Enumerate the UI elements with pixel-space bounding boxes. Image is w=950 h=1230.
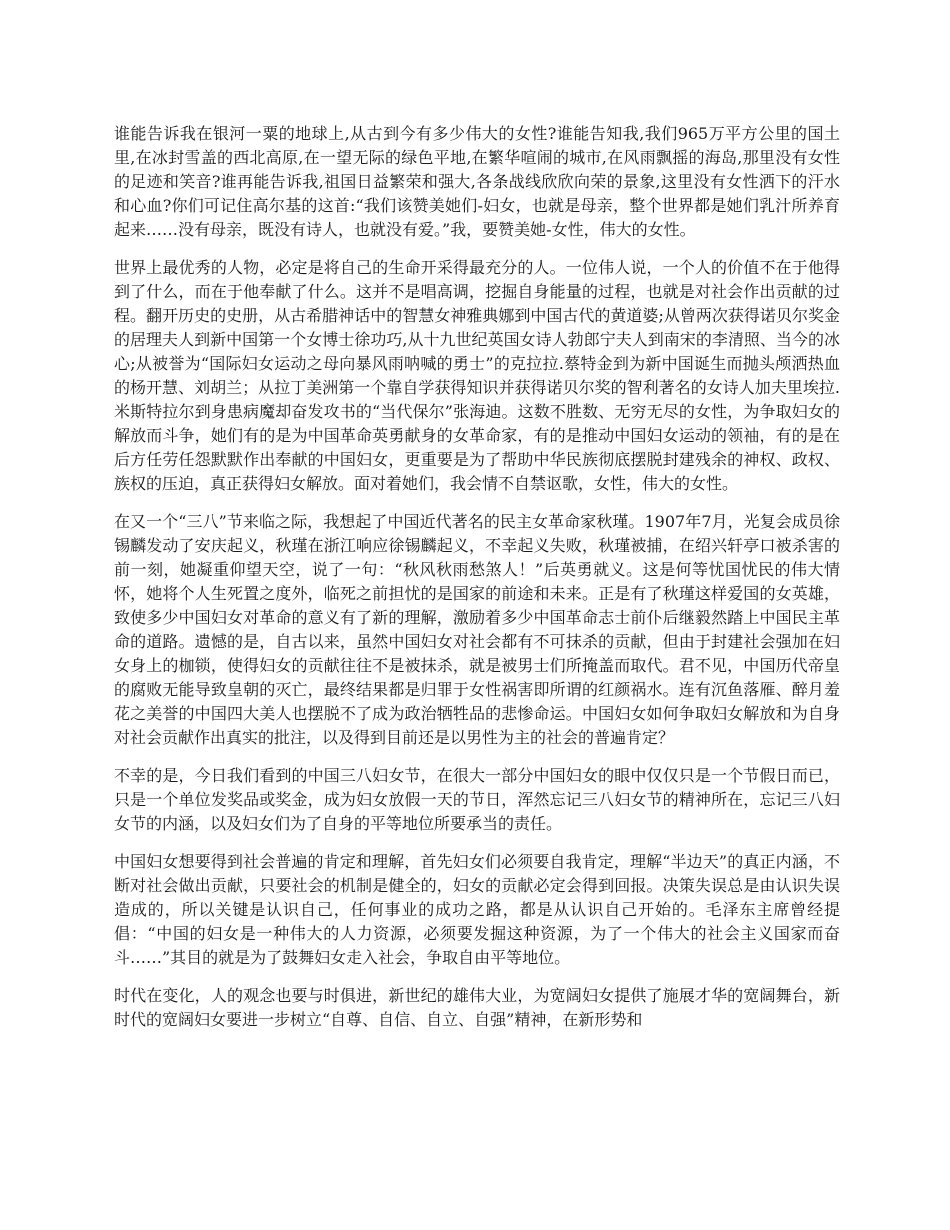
paragraph-5: 中国妇女想要得到社会普遍的肯定和理解，首先妇女们必须要自我肯定，理解“半边天”的真正内涵，不断对社会做出贡献，只要社会的机制是健全的，妇女的贡献必定会得到回报。决策失误总是由认识失误造成的，所以关键是认识自己，任何事业的成功之路，都是从认识自己开始的。毛泽东主席曾经提倡：“中国的妇女是一种伟大的人力资源，必须要发掘这种资源，为了一个伟大的社会主义国家而奋斗……”其目的就是为了鼓舞妇女走入社会，争取自由平等地位。 [114,852,840,967]
document-body [114,122,840,1046]
paragraph-1: 谁能告诉我在银河一粟的地球上,从古到今有多少伟大的女性?谁能告知我,我们965万平方公里的国土里,在冰封雪盖的西北高原,在一望无际的绿色平地,在繁华喧闹的城市,在风雨飘摇的海岛,那里没有女性的足迹和笑音?谁再能告诉我,祖国日益繁荣和强大,各条战线欣欣向荣的景象,这里没有女性洒下的汗水和心血?你们可记住高尔基的这首:“我们该赞美她们-妇女，也就是母亲，整个世界都是她们乳汁所养育起来……没有母亲，既没有诗人，也就没有爱。”我，要赞美她-女性，伟大的女性。 [114,124,840,239]
paragraph-4: 不幸的是，今日我们看到的中国三八妇女节，在很大一部分中国妇女的眼中仅仅只是一个节假日而已，只是一个单位发奖品或奖金，成为妇女放假一天的节日，浑然忘记三八妇女节的精神所在，忘记三八妇女节的内涵，以及妇女们为了自身的平等地位所要承当的责任。 [114,766,840,833]
paragraph-6: 时代在变化，人的观念也要与时俱进，新世纪的雄伟大业，为宽阔妇女提供了施展才华的宽阔舞台，新时代的宽阔妇女要进一步树立“自尊、自信、自立、自强”精神，在新形势和 [114,986,840,1029]
paragraph-2: 世界上最优秀的人物，必定是将自己的生命开采得最充分的人。一位伟人说，一个人的价值不在于他得到了什么，而在于他奉献了什么。这并不是唱高调，挖掘自身能量的过程，也就是对社会作出贡献的过程。翻开历史的史册，从古希腊神话中的智慧女神雅典娜到中国古代的黄道婆;从曾两次获得诺贝尔奖金的居理夫人到新中国第一个女博士徐功巧,从十九世纪英国女诗人勃郎宁夫人到南宋的李清照、当今的冰心;从被誉为“国际妇女运动之母向暴风雨呐喊的勇士”的克拉拉.蔡特金到为新中国诞生而抛头颅洒热血的杨开慧、刘胡兰；从拉丁美洲第一个靠自学获得知识并获得诺贝尔奖的智利著名的女诗人加夫里埃拉.米斯特拉尔到身患病魔却奋发攻书的“当代保尔”张海迪。这数不胜数、无穷无尽的女性，为争取妇女的解放而斗争，她们有的是为中国革命英勇献身的女革命家，有的是推动中国妇女运动的领袖，有的是在后方任劳任怨默默作出奉献的中国妇女，更重要是为了帮助中华民族彻底摆脱封建残余的神权、政权、族权的压迫，真正获得妇女解放。面对着她们，我会情不自禁讴歌，女性，伟大的女性。 [114,258,840,493]
paragraph-3: 在又一个“三八”节来临之际，我想起了中国近代著名的民主女革命家秋瑾。1907年7月，光复会成员徐锡麟发动了安庆起义，秋瑾在浙江响应徐锡麟起义，不幸起义失败，秋瑾被捕，在绍兴轩亭口被杀害的前一刻，她凝重仰望天空，说了一句：“秋风秋雨愁煞人！”后英勇就义。这是何等忧国忧民的伟大情怀，她将个人生死置之度外，临死之前担忧的是国家的前途和未来。正是有了秋瑾这样爱国的女英雄，致使多少中国妇女对革命的意义有了新的理解，激励着多少中国革命志士前仆后继毅然踏上中国民主革命的道路。遗憾的是，自古以来，虽然中国妇女对社会都有不可抹杀的贡献，但由于封建社会强加在妇女身上的枷锁，使得妇女的贡献往往不是被抹杀，就是被男士们所掩盖而取代。君不见，中国历代帝皇的腐败无能导致皇朝的灭亡，最终结果都是归罪于女性祸害即所谓的红颜祸水。连有沉鱼落雁、醉月羞花之美誉的中国四大美人也摆脱不了成为政治牺牲品的悲惨命运。中国妇女如何争取妇女解放和为自身对社会贡献作出真实的批注，以及得到目前还是以男性为主的社会的普遍肯定？ [114,512,840,747]
